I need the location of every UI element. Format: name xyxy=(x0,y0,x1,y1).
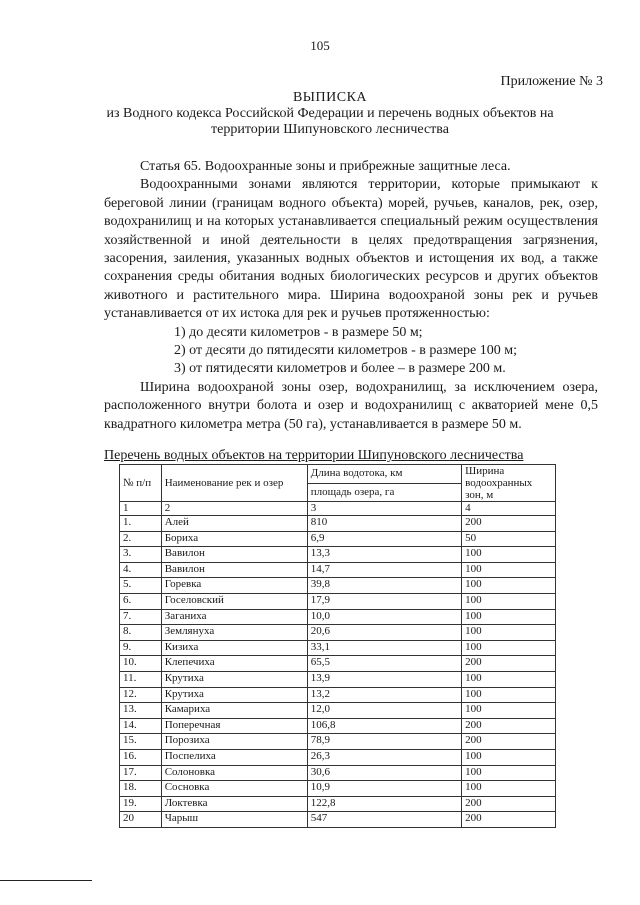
header-name: Наименование рек и озер xyxy=(161,465,307,502)
cell-zone: 50 xyxy=(462,531,556,547)
cell-name: Поспелиха xyxy=(161,749,307,765)
cell-zone: 100 xyxy=(462,547,556,563)
cell-name: Сосновка xyxy=(161,781,307,797)
table-body xyxy=(120,516,556,828)
table-row xyxy=(120,625,556,641)
cell-num: 16. xyxy=(120,749,162,765)
cell-num: 2. xyxy=(120,531,162,547)
cell-value: 30,6 xyxy=(307,765,461,781)
cell-value: 10,9 xyxy=(307,781,461,797)
index-cell: 1 xyxy=(120,502,162,516)
cell-value: 6,9 xyxy=(307,531,461,547)
cell-name: Землянуха xyxy=(161,625,307,641)
cell-value: 78,9 xyxy=(307,734,461,750)
cell-num: 18. xyxy=(120,781,162,797)
table-row xyxy=(120,656,556,672)
table-row xyxy=(120,609,556,625)
cell-name: Клепечиха xyxy=(161,656,307,672)
cell-value: 33,1 xyxy=(307,640,461,656)
table-row xyxy=(120,796,556,812)
list-item-1: 1) до десяти километров - в размере 50 м; xyxy=(174,324,423,340)
cell-value: 122,8 xyxy=(307,796,461,812)
cell-num: 10. xyxy=(120,656,162,672)
cell-num: 19. xyxy=(120,796,162,812)
index-cell: 3 xyxy=(307,502,461,516)
cell-zone: 100 xyxy=(462,578,556,594)
cell-value: 65,5 xyxy=(307,656,461,672)
cell-zone: 200 xyxy=(462,812,556,828)
cell-zone: 100 xyxy=(462,703,556,719)
cell-zone: 200 xyxy=(462,516,556,532)
cell-name: Локтевка xyxy=(161,796,307,812)
table-row xyxy=(120,516,556,532)
header-length: Длина водотока, км xyxy=(307,465,461,484)
cell-zone: 200 xyxy=(462,796,556,812)
title-block xyxy=(60,90,600,138)
cell-name: Чарыш xyxy=(161,812,307,828)
cell-value: 13,3 xyxy=(307,547,461,563)
cell-name: Заганиха xyxy=(161,609,307,625)
header-zone: Ширина водоохранных зон, м xyxy=(462,465,556,502)
cell-name: Госеловский xyxy=(161,593,307,609)
page-number: 105 xyxy=(310,38,330,53)
cell-value: 810 xyxy=(307,516,461,532)
table-row xyxy=(120,531,556,547)
appendix-label: Приложение № 3 xyxy=(500,74,603,89)
article-text xyxy=(104,158,598,434)
cell-zone: 100 xyxy=(462,640,556,656)
cell-name: Горевка xyxy=(161,578,307,594)
cell-name: Вавилон xyxy=(161,562,307,578)
document-subtitle-line2: территории Шипуновского лесничества xyxy=(211,122,449,137)
cell-num: 13. xyxy=(120,703,162,719)
table-row xyxy=(120,562,556,578)
table-row xyxy=(120,718,556,734)
cell-num: 4. xyxy=(120,562,162,578)
cell-zone: 100 xyxy=(462,671,556,687)
article-heading: Статья 65. Водоохранные зоны и прибрежные защитные леса. xyxy=(140,159,511,174)
table-row xyxy=(120,547,556,563)
cell-value: 17,9 xyxy=(307,593,461,609)
table-row xyxy=(120,640,556,656)
cell-num: 9. xyxy=(120,640,162,656)
table-row xyxy=(120,812,556,828)
cell-name: Бориха xyxy=(161,531,307,547)
cell-value: 14,7 xyxy=(307,562,461,578)
table-row xyxy=(120,765,556,781)
table-row xyxy=(120,781,556,797)
table-row xyxy=(120,671,556,687)
index-cell: 4 xyxy=(462,502,556,516)
cell-value: 13,2 xyxy=(307,687,461,703)
cell-num: 7. xyxy=(120,609,162,625)
table-row xyxy=(120,749,556,765)
cell-zone: 100 xyxy=(462,562,556,578)
table-row xyxy=(120,734,556,750)
header-area: площадь озера, га xyxy=(307,483,461,502)
cell-value: 26,3 xyxy=(307,749,461,765)
cell-zone: 200 xyxy=(462,734,556,750)
table-caption: Перечень водных объектов на территории Шипуновского лесничества xyxy=(104,448,524,463)
cell-name: Крутиха xyxy=(161,687,307,703)
water-objects-table xyxy=(119,464,556,828)
cell-name: Кизиха xyxy=(161,640,307,656)
cell-name: Камариха xyxy=(161,703,307,719)
cell-name: Вавилон xyxy=(161,547,307,563)
cell-zone: 100 xyxy=(462,687,556,703)
cell-num: 1. xyxy=(120,516,162,532)
cell-num: 8. xyxy=(120,625,162,641)
table-row xyxy=(120,703,556,719)
document-title: ВЫПИСКА xyxy=(292,90,368,105)
cell-zone: 100 xyxy=(462,749,556,765)
table-row xyxy=(120,687,556,703)
cell-num: 20 xyxy=(120,812,162,828)
cell-num: 15. xyxy=(120,734,162,750)
cell-zone: 100 xyxy=(462,781,556,797)
list-item-2: 2) от десяти до пятидесяти километров - в размере 100 м; xyxy=(174,343,517,359)
cell-value: 20,6 xyxy=(307,625,461,641)
cell-name: Солоновка xyxy=(161,765,307,781)
article-paragraph-2: Ширина водоохраной зоны озер, водохранилищ, за исключением озера, расположенного внутри болота и озер и водохранилищ с акваторией мене 0,5 квадратного километра метра (50 га), устанавливается в размере 50 м. xyxy=(104,379,598,432)
footer-divider xyxy=(0,880,92,881)
cell-num: 5. xyxy=(120,578,162,594)
cell-value: 547 xyxy=(307,812,461,828)
index-cell: 2 xyxy=(161,502,307,516)
cell-name: Крутиха xyxy=(161,671,307,687)
article-paragraph-1: Водоохранными зонами являются территории, которые примыкают к береговой линии (границам водного объекта) морей, ручьев, каналов, рек, озер, водохранилищ и на которых устанавливается специальный режим осуществления хозяйственной и иной деятельности в целях предотвращения загрязнения, засорения, заиления, указанных водных объектов и истощения их вод, а также сохранения среды обитания водных биологических ресурсов и других объектов животного и растительного мира. Ширина водоохраной зоны рек и ручьев устанавливается от их истока для рек и ручьев протяженностью: xyxy=(104,177,598,322)
list-item-3: 3) от пятидесяти километров и более – в размере 200 м. xyxy=(174,361,506,377)
cell-zone: 100 xyxy=(462,593,556,609)
cell-value: 12,0 xyxy=(307,703,461,719)
cell-num: 3. xyxy=(120,547,162,563)
header-num: № п/п xyxy=(120,465,162,502)
cell-value: 10,0 xyxy=(307,609,461,625)
cell-value: 106,8 xyxy=(307,718,461,734)
cell-zone: 200 xyxy=(462,718,556,734)
cell-num: 12. xyxy=(120,687,162,703)
table-row xyxy=(120,593,556,609)
cell-zone: 100 xyxy=(462,625,556,641)
cell-zone: 100 xyxy=(462,765,556,781)
cell-name: Порозиха xyxy=(161,734,307,750)
cell-name: Алей xyxy=(161,516,307,532)
cell-value: 39,8 xyxy=(307,578,461,594)
cell-name: Поперечная xyxy=(161,718,307,734)
cell-num: 6. xyxy=(120,593,162,609)
cell-num: 14. xyxy=(120,718,162,734)
document-subtitle-line1: из Водного кодекса Российской Федерации и перечень водных объектов на xyxy=(106,106,554,121)
cell-zone: 200 xyxy=(462,656,556,672)
cell-num: 11. xyxy=(120,671,162,687)
cell-zone: 100 xyxy=(462,609,556,625)
cell-value: 13,9 xyxy=(307,671,461,687)
table-row xyxy=(120,578,556,594)
cell-num: 17. xyxy=(120,765,162,781)
